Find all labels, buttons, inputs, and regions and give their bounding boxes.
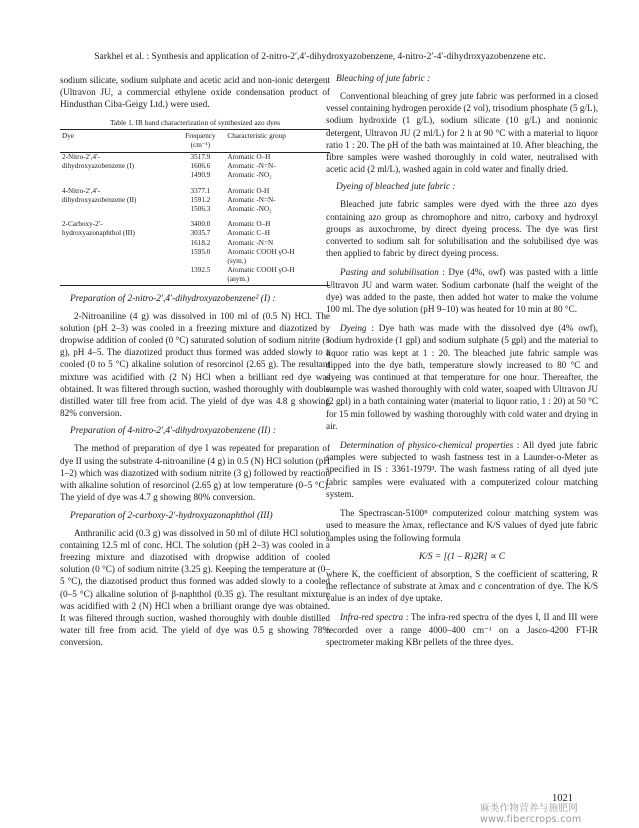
ir-band-table: [60, 118, 330, 286]
runin-infrared: Infra-red spectra: [340, 612, 404, 623]
table-caption: Table 1. IR band characterization of synthesized azo dyes: [109, 117, 280, 127]
table-row: [60, 196, 330, 205]
paragraph-dyeing-intro: Bleached jute fabric samples were dyed with the three azo dyes containing azo group as chromophore and nitro, carboxy and hydroxyl groups as auxochrome, by direct dyeing process. The dye was first converted to sodium salt for solubilisation and the solubilised dye was then applied to fabric by direct dyeing process.: [326, 199, 598, 259]
cell-group: Aromatic -N=N: [227, 238, 274, 247]
page-number: 1021: [552, 793, 573, 804]
section-heading-dye-1: Preparation of 2-nitro-2′,4′-dihydroxyazobenzene² (I) :: [70, 293, 276, 304]
table-row: [60, 171, 330, 180]
cell-group: Aromatic -N=N-: [227, 195, 276, 204]
cell-dye: [60, 171, 175, 180]
cell-frequency: 1618.2: [190, 238, 211, 247]
paragraph-bleaching: Conventional bleaching of grey jute fabric was performed in a closed vessel containing hydrogen peroxide (2 vol), trisodium phosphate (5 g/L), sodium hydroxide (1 g/L), sodium silicate (10 g/L) and nonionic detergent, Ultravon JU (2 ml/L) for 2 h at 90 °C with a material to liquor ratio 1 : 20. The pH of the bath was maintained at 10. After bleaching, the fibre samples were washed thoroughly in cold water, neutralised with acetic acid (2 ml/L), washed again in cold water and finally dried.: [326, 91, 598, 175]
section-heading-dye-2: Preparation of 4-nitro-2′,4′-dihydroxyazobenzene (II) :: [70, 426, 276, 437]
cell-group: Aromatic -N=N-: [227, 162, 276, 171]
cell-dye: [60, 275, 175, 285]
runin-pasting: Pasting and solubilisation: [340, 267, 439, 278]
table-row: [60, 248, 330, 257]
cell-group: Aromatic O–H: [227, 153, 271, 162]
cell-group: (sym.): [227, 257, 246, 266]
text-dyeing: : Dye bath was made with the dissolved dye (4% owf), sodium hydroxide (1 gpl) and sodium sulphate (5 gpl) and the material to liquor ratio was kept at 1 : 20. The bleached jute fabric sample was dipped into the dye bath, temperature slowly increased to 80 °C and dyeing was continued at that temperature for one hour. Thereafter, the sample was washed thoroughly with cold water, soaped with Ultravon JU (2 gpl) in a bath containing water (material to liquor ratio, 1 : 20) at 50 °C for 15 min followed by washing thoroughly with cold water and drying in air.: [326, 323, 598, 431]
paragraph-dyeing-process: [326, 322, 598, 432]
cell-frequency: 1591.2: [190, 195, 211, 204]
table-row: [60, 162, 330, 171]
table-row: [60, 153, 330, 163]
cell-frequency: 1595.0: [190, 247, 211, 256]
cell-frequency: 3377.1: [190, 186, 211, 195]
cell-dye: 2-Carboxy-2′-: [62, 220, 103, 229]
table-row: [60, 205, 330, 214]
table-row: [60, 181, 330, 196]
table-row: [60, 275, 330, 285]
right-column: [326, 74, 598, 655]
table-row: [60, 266, 330, 275]
cell-dye: dihydroxyazobenzene (II): [62, 195, 137, 204]
cell-dye: [60, 239, 175, 248]
section-heading-dyeing: Dyeing of bleached jute fabric :: [336, 182, 456, 193]
paragraph-dye-1: 2-Nitroaniline (4 g) was dissolved in 100 ml of (0.5 N) HCl. The solution (pH 2–3) was cooled in a freezing mixture and diazotized by dropwise addition of cooled (0 °C) saturated solution of sodium nitrite (3 g), pH 4–5. The diazotized product thus formed was added slowly to a cooled (0 to 5 °C) alkaline solution of resorcinol (2.65 g). The resultant mixture was acidified with (2 N) HCl when a brilliant red dye was obtained. It was filtered through suction, washed thoroughly with double distilled water till free from acid. The yield of dye was 4.8 g showing 82% conversion.: [60, 310, 330, 419]
column-header-group: Characteristic group: [227, 131, 286, 140]
paragraph-dye-3: Anthranilic acid (0.3 g) was dissolved in 50 ml of dilute HCl solution containing 12.5 ml of conc. HCl. The solution (pH 2–3) was cooled in a freezing mixture and diazotised with dropwise addition of cooled solution (0 °C) of sodium nitrite (3.25 g). Keeping the temperature at (0–5 °C), the diazotised product thus formed was added slowly to a cooled (0–5 °C) alkaline solution of β-naphthol (0.35 g). The resultant mixture was acidified with 2 (N) HCl when a brilliant orange dye was obtained. It was filtered through suction, washed thoroughly with double distilled water till free from acid. The yield of dye was 0.5 g showing 78% conversion.: [60, 527, 330, 648]
cell-frequency: 3035.7: [190, 229, 211, 238]
table-header-row: [60, 129, 330, 152]
text-pasting: : Dye (4%, owf) was pasted with a little Ultravon JU and warm water. Sodium carbonate (half the weight of the dye) was added to the paste, then added hot water to make the volume 100 ml. The dye solution (pH 9–10) was heated for 10 min at 80 °C.: [326, 267, 599, 315]
text-physico-chemical: : All dyed jute fabric samples were subjected to wash fastness test in a Launder-o-Meter as specified in IS : 3361-1979³. The wash fastness rating of all dyed jute fabric samples were evaluated with a computerized colour matching system.: [326, 440, 599, 499]
cell-dye: dihydroxyazobenzene (I): [62, 162, 135, 171]
paragraph-pasting: [326, 266, 598, 315]
cell-group: Aromatic O-H: [227, 186, 270, 195]
cell-frequency: 3400.0: [190, 220, 211, 229]
cell-dye: [60, 266, 175, 275]
table-row: [60, 229, 330, 238]
left-column: [60, 74, 330, 656]
cell-frequency: [175, 257, 225, 266]
running-header: Sarkhel et al. : Synthesis and application of 2-nitro-2′,4′-dihydroxyazobenzene, 4-nitro-2′-4′-dihydroxyazobenzene etc.: [94, 52, 546, 62]
cell-frequency: [175, 275, 225, 285]
cell-dye: 2-Nitro-2′,4′-: [62, 153, 101, 162]
cell-frequency: 1506.3: [190, 205, 211, 214]
ks-formula: K/S = [(1 – R)2R] ∝ C: [419, 551, 505, 562]
watermark: 麻类作物营养与施肥网 www.fibercrops.com: [480, 803, 582, 825]
cell-group: (asym.): [227, 275, 250, 284]
paragraph-spectrascan: The Spectrascan-5100ᴿ computerized colour matching system was used to measure the λmax, reflectance and K/S values of dyed jute fabric samples using the following formula: [326, 508, 598, 543]
cell-frequency: 1606.6: [190, 162, 211, 171]
cell-group: Aromatic O–H: [227, 220, 271, 229]
cell-dye: [60, 257, 175, 266]
paragraph-dye-2: The method of preparation of dye I was repeated for preparation of dye II using the substrate 4-nitroaniline (4 g) in 0.5 (N) HCl solution (pH 1–2) which was diazotized with sodium nitrite (3 g) followed by reaction with alkaline solution of resorcinol (2.65 g) at low temperature (0–5 °C). The yield of dye was 4.7 g showing 80% conversion.: [60, 443, 330, 503]
text-infrared: : The infra-red spectra of the dyes I, II and III were recorded over a range 4000–400 cm⁻¹ on a Jasco-4200 FT-IR spectrometer making KBr pellets of the three dyes.: [326, 612, 598, 647]
table: [60, 129, 330, 286]
paragraph-formula-explanation: where K, the coefficient of absorption, S the coefficient of scattering, R the reflectance of substrate at λmax and c concentration of dye. The K/S value is an index of dye uptake.: [326, 568, 598, 604]
cell-group: Aromatic COOH γO-H: [227, 266, 295, 275]
cell-dye: 4-Nitro-2′,4′-: [62, 186, 101, 195]
paragraph-physico-chemical: [326, 439, 598, 500]
intro-paragraph: sodium silicate, sodium sulphate and acetic acid and non-ionic detergent (Ultravon JU, a commercial ethylene oxide condensation product of Hindusthan Ciba-Geigy Ltd.) were used.: [60, 75, 330, 110]
runin-physico-chemical: Determination of physico-chemical properties: [340, 440, 514, 451]
cell-dye: [60, 248, 175, 257]
column-header-frequency: Frequency (cm⁻¹): [185, 131, 216, 149]
section-heading-bleaching: Bleaching of jute fabric :: [336, 74, 431, 84]
cell-frequency: 3517.9: [190, 153, 211, 162]
section-heading-dye-3: Preparation of 2-carboxy-2′-hydroxyazonaphthol (III): [70, 510, 273, 521]
cell-dye: [60, 205, 175, 214]
cell-dye: hydroxyazonaphthol (III): [62, 229, 135, 238]
paragraph-infrared: [326, 611, 598, 648]
cell-frequency: 1490.9: [190, 171, 211, 180]
runin-dyeing: Dyeing: [340, 323, 367, 334]
cell-group: Aromatic C–H: [227, 229, 270, 238]
cell-group: Aromatic -NO₂: [227, 205, 272, 214]
cell-group: Aromatic COOH γO-H: [227, 247, 295, 256]
table-row: [60, 214, 330, 229]
table-row: [60, 257, 330, 266]
column-header-dye: Dye: [62, 131, 74, 140]
cell-frequency: 1392.5: [190, 266, 211, 275]
cell-group: Aromatic -NO₂: [227, 171, 272, 180]
table-row: [60, 239, 330, 248]
